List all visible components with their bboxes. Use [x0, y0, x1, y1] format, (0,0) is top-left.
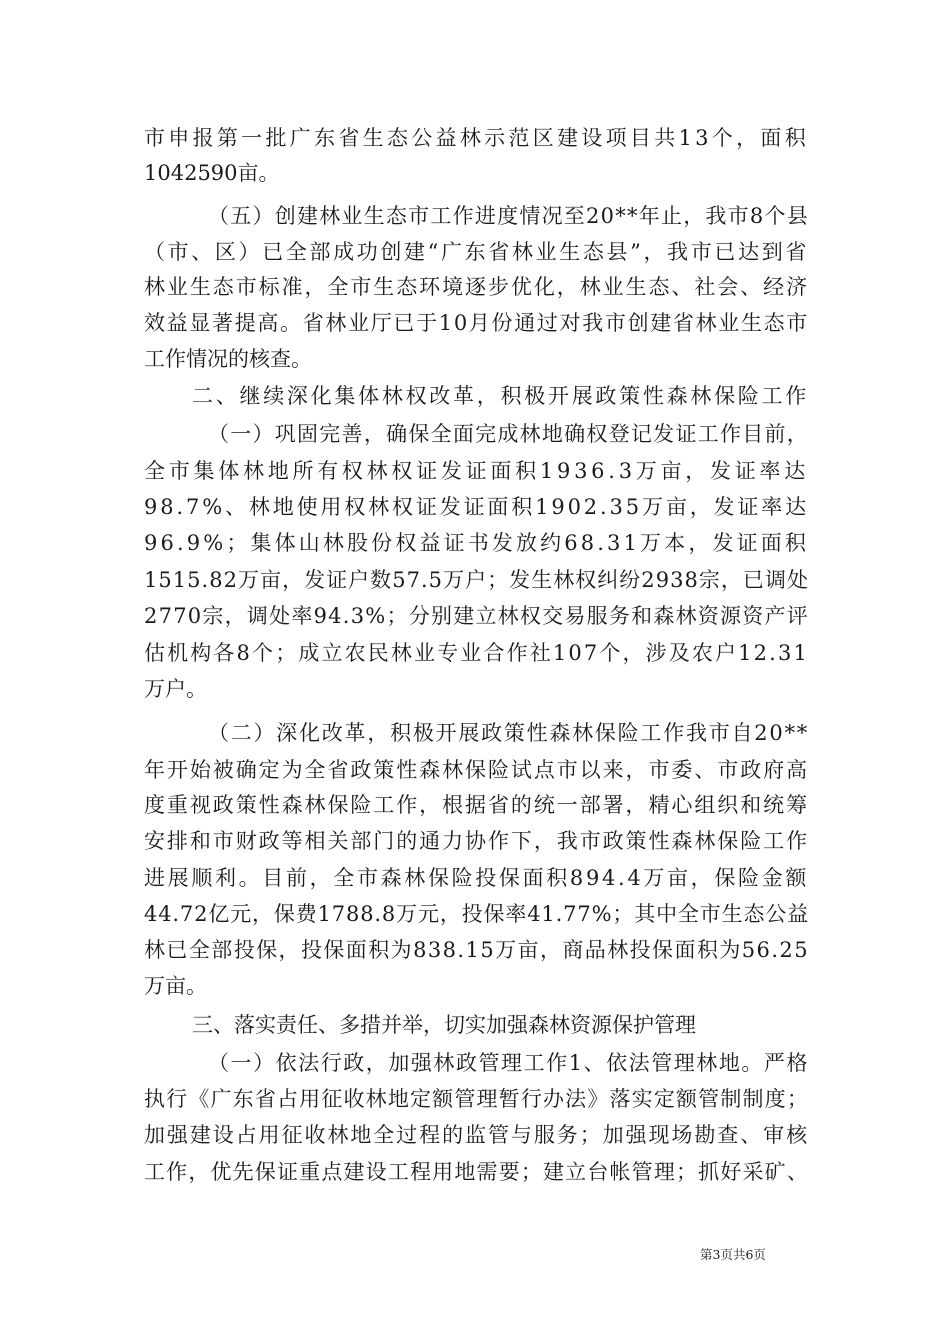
text-line: 1042590亩。	[144, 161, 280, 185]
text-line: （一）巩固完善，确保全面完成林地确权登记发证工作目前，	[208, 422, 809, 446]
text-line: 度重视政策性森林保险工作，根据省的统一部署，精心组织和统筹	[144, 793, 809, 817]
text-line: 进展顺利。目前，全市森林保险投保面积894.4万亩，保险金额	[144, 866, 809, 890]
text-line: 安排和市财政等相关部门的通力协作下，我市政策性森林保险工作	[144, 829, 809, 853]
text-line: 二、继续深化集体林权改革，积极开展政策性森林保险工作	[192, 384, 809, 408]
text-line: 三、落实责任、多措并举，切实加强森林资源保护管理	[192, 1013, 696, 1037]
text-line: 2770宗，调处率94.3%；分别建立林权交易服务和森林资源资产评	[144, 604, 809, 628]
text-line: 1515.82万亩，发证户数57.5万户；发生林权纠纷2938宗，已调处	[144, 568, 809, 592]
text-line: （市、区）已全部成功创建“广东省林业生态县”，我市已达到省	[144, 240, 809, 264]
text-line: 万亩。	[144, 974, 207, 998]
text-line: 林业生态市标准，全市生态环境逐步优化，林业生态、社会、经济	[144, 275, 809, 299]
text-line: 全市集体林地所有权林权证发证面积1936.3万亩，发证率达	[144, 459, 809, 483]
text-line: 98.7%、林地使用权林权证发证面积1902.35万亩，发证率达	[144, 495, 809, 519]
text-line: 林已全部投保，投保面积为838.15万亩，商品林投保面积为56.25	[144, 938, 809, 962]
text-line: （五）创建林业生态市工作进度情况至20**年止，我市8个县	[208, 204, 809, 228]
text-line: 年开始被确定为全省政策性森林保险试点市以来，市委、市政府高	[144, 758, 809, 782]
text-line: 加强建设占用征收林地全过程的监管与服务；加强现场勘查、审核	[144, 1123, 809, 1147]
text-line: 万户。	[144, 677, 207, 701]
text-line: 44.72亿元，保费1788.8万元，投保率41.77%；其中全市生态公益	[144, 902, 809, 926]
text-line: 工作，优先保证重点建设工程用地需要；建立台帐管理；抓好采矿、	[144, 1160, 809, 1184]
text-line: 估机构各8个；成立农民林业专业合作社107个，涉及农户12.31	[144, 641, 809, 665]
text-line: 效益显著提高。省林业厅已于10月份通过对我市创建省林业生态市	[144, 311, 809, 335]
text-line: 执行《广东省占用征收林地定额管理暂行办法》落实定额管制制度；	[144, 1087, 809, 1111]
text-line: （二）深化改革，积极开展政策性森林保险工作我市自20**	[208, 721, 809, 745]
text-line: 工作情况的核查。	[144, 347, 312, 371]
text-line: 96.9%；集体山林股份权益证书发放约68.31万本，发证面积	[144, 531, 809, 555]
text-line: 市申报第一批广东省生态公益林示范区建设项目共13个，面积	[144, 126, 809, 150]
text-line: （一）依法行政，加强林政管理工作1、依法管理林地。严格	[208, 1051, 809, 1075]
page-number: 第3页共6页	[700, 1247, 766, 1262]
